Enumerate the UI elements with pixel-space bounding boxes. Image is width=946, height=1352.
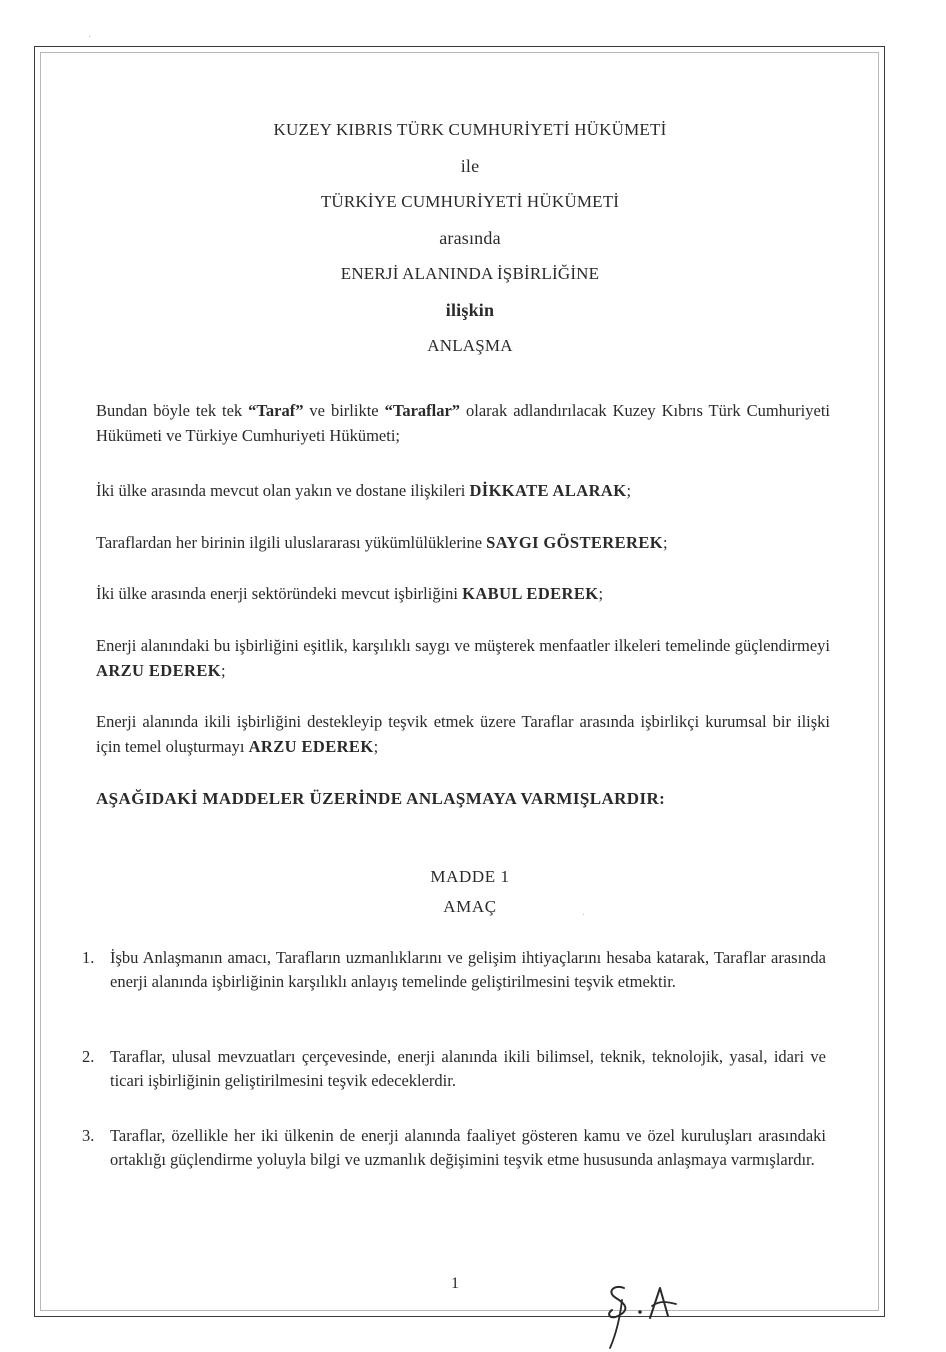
preamble-keyword: ARZU EDEREK — [96, 661, 221, 680]
preamble-text: Enerji alanında ikili işbirliğini destekleyip teşvik etmek üzere Taraflar arasında işbirlikçi kurumsal bir ilişki için temel oluşturmayı — [96, 712, 830, 756]
item-text: Taraflar, ulusal mevzuatları çerçevesinde, enerji alanında ikili bilimsel, teknik, teknolojik, yasal, idari ve ticari işbirliğinin geliştirilmesini teşvik edeceklerdir. — [110, 1047, 826, 1090]
article-item — [82, 1124, 826, 1172]
preamble-paragraph-parties — [96, 398, 830, 448]
preamble-punctuation: ; — [373, 737, 379, 756]
preamble-text: Bundan böyle tek tek — [96, 401, 249, 420]
preamble-keyword: DİKKATE ALARAK — [469, 481, 627, 500]
item-text: Taraflar, özellikle her iki ülkenin de enerji alanında faaliyet gösteren kamu ve özel kuruluşları arasındaki ortaklığı güçlendirme yoluyla bilgi ve uzmanlık değişimini teşvik etme hususunda anlaşmaya varmışlardır. — [110, 1126, 826, 1169]
preamble-text: Taraflardan her birinin ilgili uluslararası yükümlülüklerine — [96, 533, 487, 552]
preamble-punctuation: ; — [626, 481, 632, 500]
preamble-punctuation: ; — [220, 661, 226, 680]
preamble-paragraph-relations — [96, 478, 830, 503]
preamble-punctuation: ; — [662, 533, 668, 552]
preamble-paragraph-institutional — [96, 709, 830, 759]
scan-artifact: · — [88, 32, 92, 43]
article-item — [82, 946, 826, 994]
item-text: İşbu Anlaşmanın amacı, Tarafların uzmanlıklarını ve gelişim ihtiyaçlarını hesaba katarak, Taraflar arasında enerji alanında işbirliğinin karşılıklı anlayış temelinde geliştirilmesini teşvik etmektir. — [110, 948, 826, 991]
term-taraflar: “Taraflar” — [384, 401, 461, 420]
title-subject: ENERJİ ALANINDA İŞBİRLİĞİNE — [340, 264, 600, 283]
preamble-text: Enerji alanındaki bu işbirliğini eşitlik, karşılıklı saygı ve müşterek menfaatler ilkeleri temelinde güçlendirmeyi — [96, 636, 830, 655]
preamble-keyword: KABUL EDEREK — [462, 584, 599, 603]
title-connector-iliskin: ilişkin — [445, 300, 495, 320]
preamble-text: ve birlikte — [303, 401, 385, 420]
title-party-two: TÜRKİYE CUMHURİYETİ HÜKÜMETİ — [320, 192, 620, 211]
item-number: 3. — [82, 1126, 95, 1145]
agreement-heading: AŞAĞIDAKİ MADDELER ÜZERİNDE ANLAŞMAYA VARMIŞLARDIR: — [96, 789, 666, 808]
preamble-keyword: SAYGI GÖSTEREREK — [486, 533, 663, 552]
preamble-keyword: ARZU EDEREK — [248, 737, 374, 756]
preamble-punctuation: ; — [598, 584, 604, 603]
term-taraf: “Taraf” — [248, 401, 304, 420]
article-title: AMAÇ — [443, 897, 497, 916]
title-connector-arasinda: arasında — [439, 228, 501, 248]
article-number: MADDE 1 — [430, 867, 510, 886]
preamble-paragraph-principles — [96, 633, 830, 683]
preamble-paragraph-obligations — [96, 530, 830, 555]
scan-artifact: · — [582, 910, 586, 921]
title-connector-ile: ile — [460, 156, 480, 176]
preamble-paragraph-cooperation — [96, 581, 830, 606]
item-number: 2. — [82, 1047, 95, 1066]
title-document-type: ANLAŞMA — [427, 336, 513, 355]
document-title-block — [92, 112, 848, 364]
handwritten-signature — [596, 1270, 706, 1350]
preamble-text: olarak adlandırılacak Kuzey Kıbrıs Türk Cumhuriyeti Hükümeti ve Türkiye Cumhuriyeti Hükümeti; — [96, 401, 830, 445]
article-heading — [92, 862, 848, 922]
preamble-text: İki ülke arasında enerji sektöründeki mevcut işbirliğini — [96, 584, 463, 603]
page-number: 1 — [451, 1275, 459, 1292]
article-item — [82, 1045, 826, 1093]
item-number: 1. — [82, 948, 95, 967]
title-party-one: KUZEY KIBRIS TÜRK CUMHURİYETİ HÜKÜMETİ — [273, 120, 667, 139]
preamble-text: İki ülke arasında mevcut olan yakın ve dostane ilişkileri — [96, 481, 470, 500]
